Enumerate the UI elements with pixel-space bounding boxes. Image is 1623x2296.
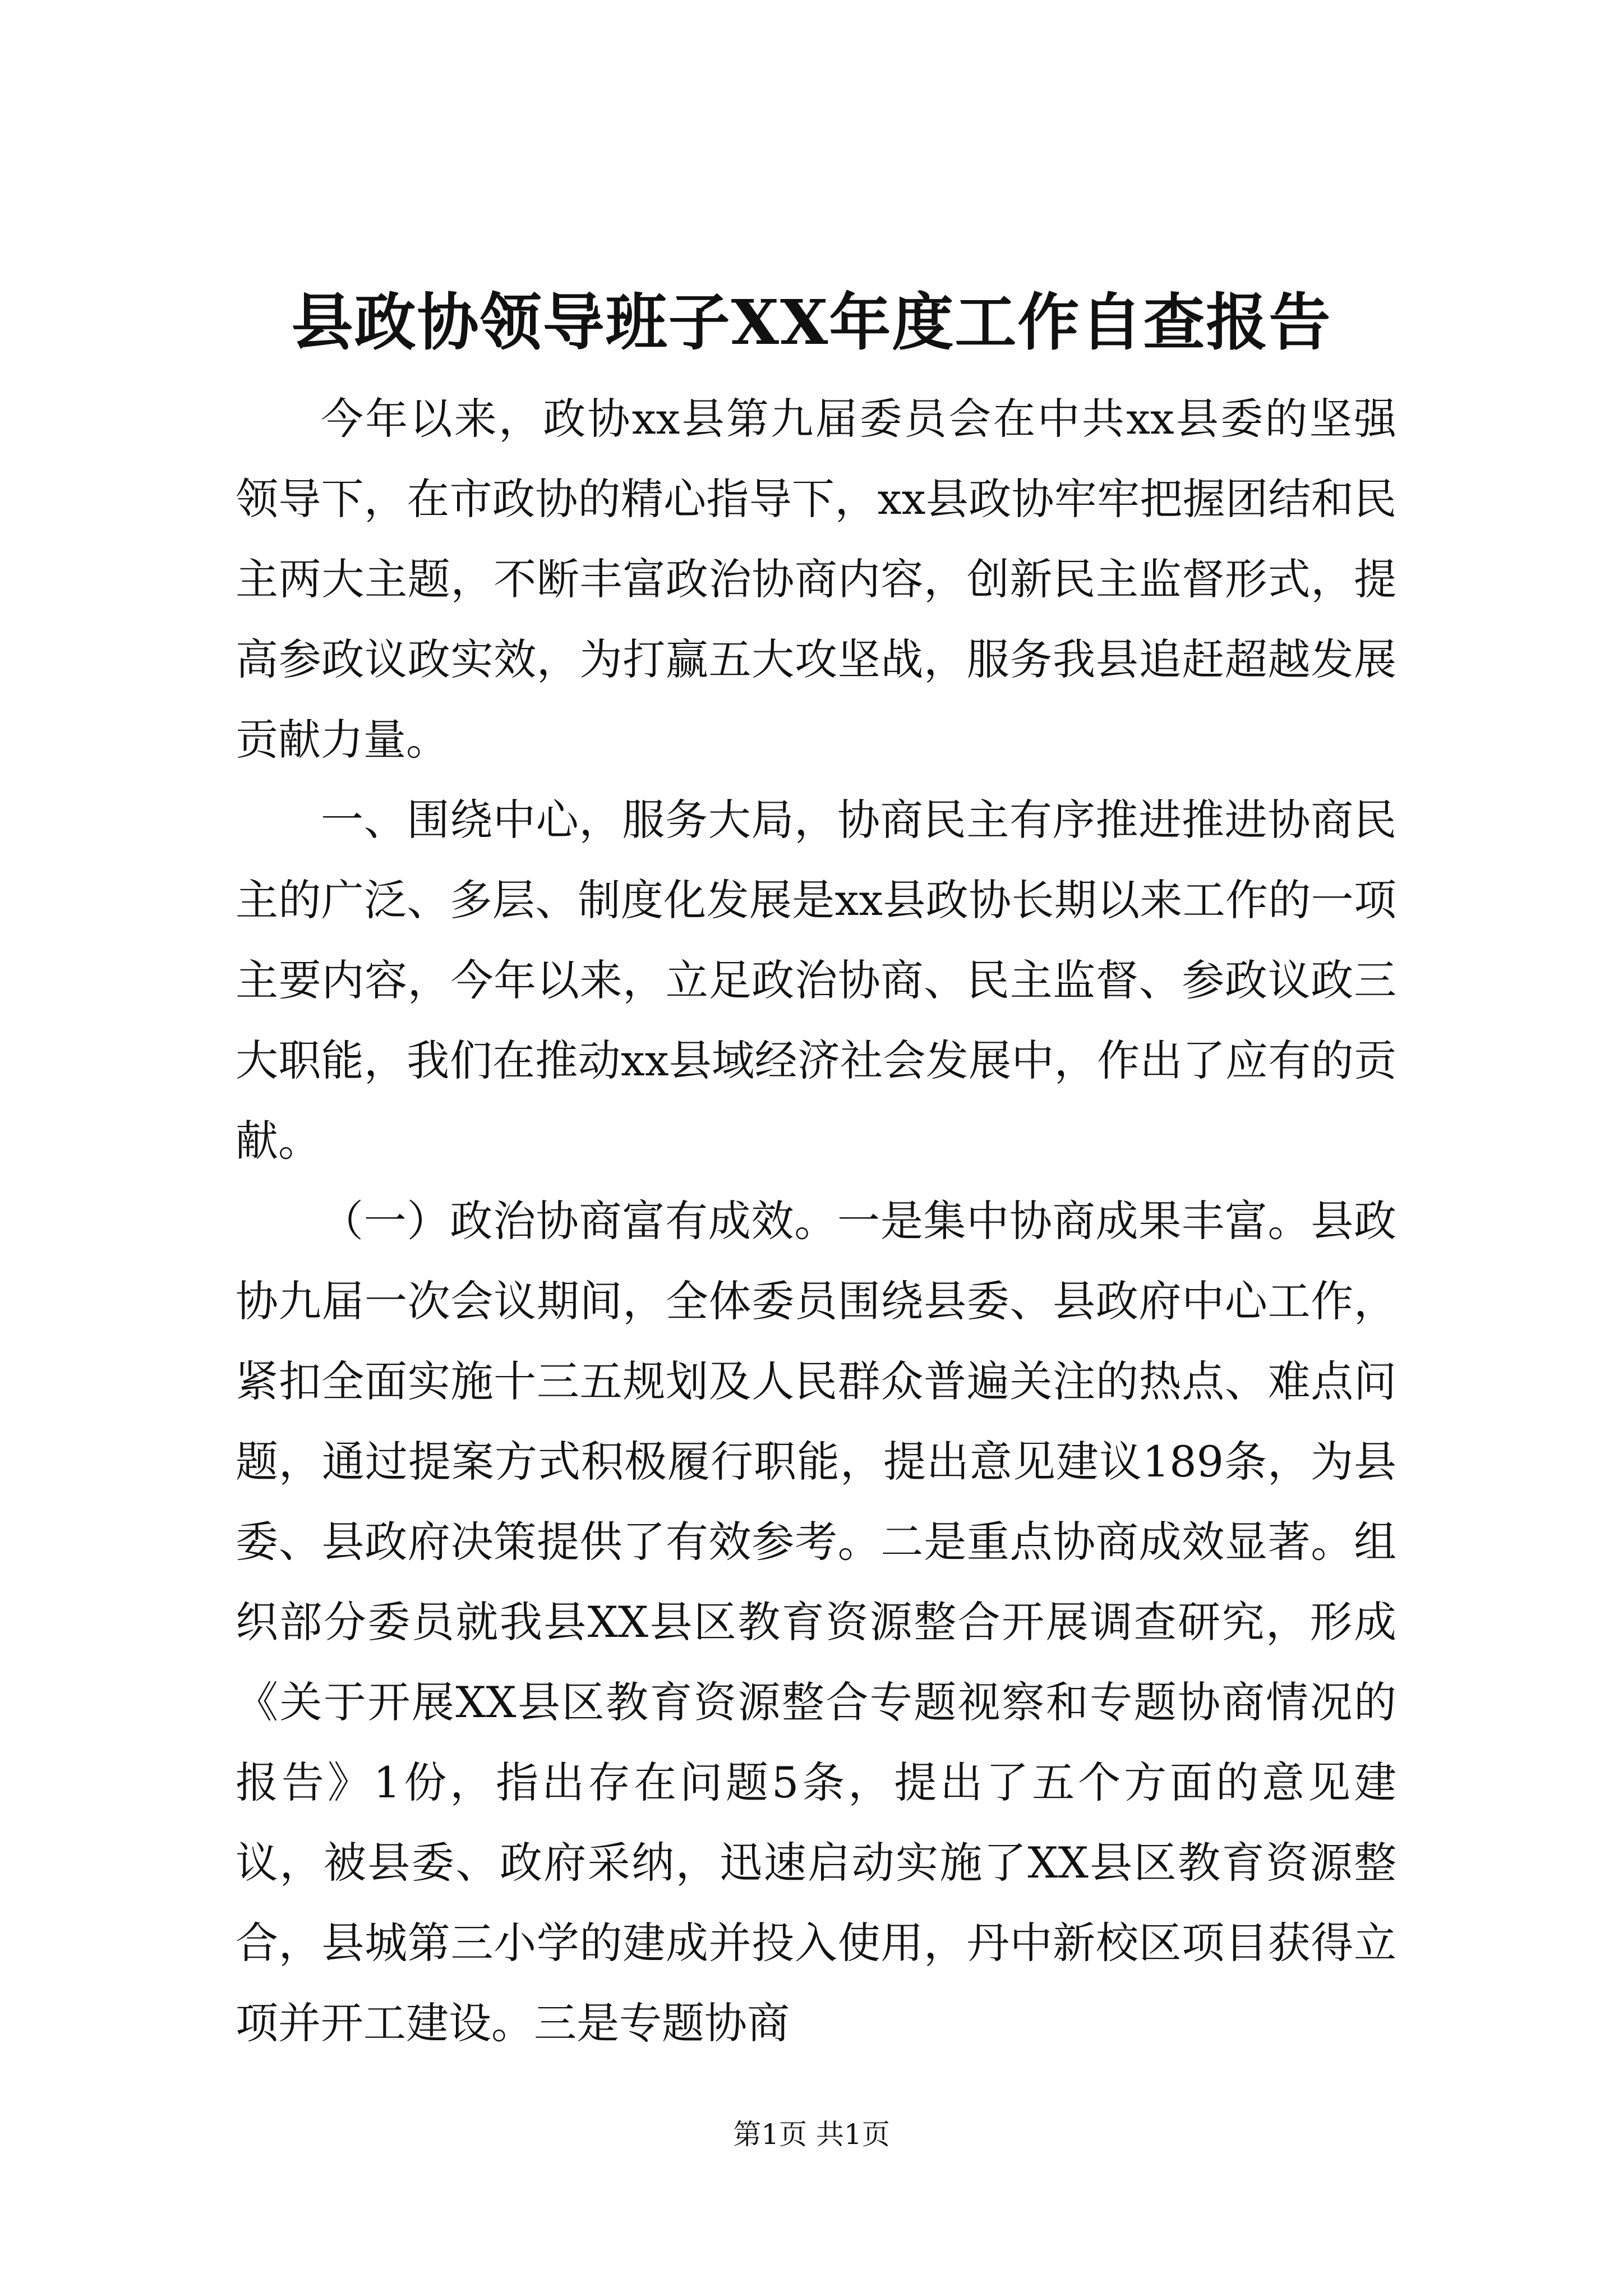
paragraph-section-one: 一、围绕中心，服务大局，协商民主有序推进推进协商民主的广泛、多层、制度化发展是xx县政协长期以来工作的一项主要内容，今年以来，立足政治协商、民主监督、参政议政三大职能，我们在推动xx县域经济社会发展中，作出了应有的贡献。 bbox=[236, 795, 1396, 1166]
paragraph-intro: 今年以来，政协xx县第九届委员会在中共xx县委的坚强领导下，在市政协的精心指导下，xx县政协牢牢把握团结和民主两大主题，不断丰富政治协商内容，创新民主监督形式，提高参政议政实效，为打赢五大攻坚战，服务我县追赶超越发展贡献力量。 bbox=[236, 394, 1396, 765]
document-title: 县政协领导班子XX年度工作自查报告 bbox=[291, 286, 1332, 358]
paragraph-political-consultation: （一）政治协商富有成效。一是集中协商成果丰富。县政协九届一次会议期间，全体委员围绕县委、县政府中心工作，紧扣全面实施十三五规划及人民群众普遍关注的热点、难点问题，通过提案方式积极履行职能，提出意见建议189条，为县委、县政府决策提供了有效参考。二是重点协商成效显著。组织部分委员就我县XX县区教育资源整合开展调查研究，形成《关于开展XX县区教育资源整合专题视察和专题协商情况的报告》1份，指出存在问题5条，提出了五个方面的意见建议，被县委、政府采纳，迅速启动实施了XX县区教育资源整合，县城第三小学的建成并投入使用，丹中新校区项目获得立项并开工建设。三是专题协商 bbox=[236, 1196, 1396, 2048]
page-number-footer: 第1页 共1页 bbox=[733, 2118, 890, 2151]
document-body bbox=[236, 379, 1396, 2063]
